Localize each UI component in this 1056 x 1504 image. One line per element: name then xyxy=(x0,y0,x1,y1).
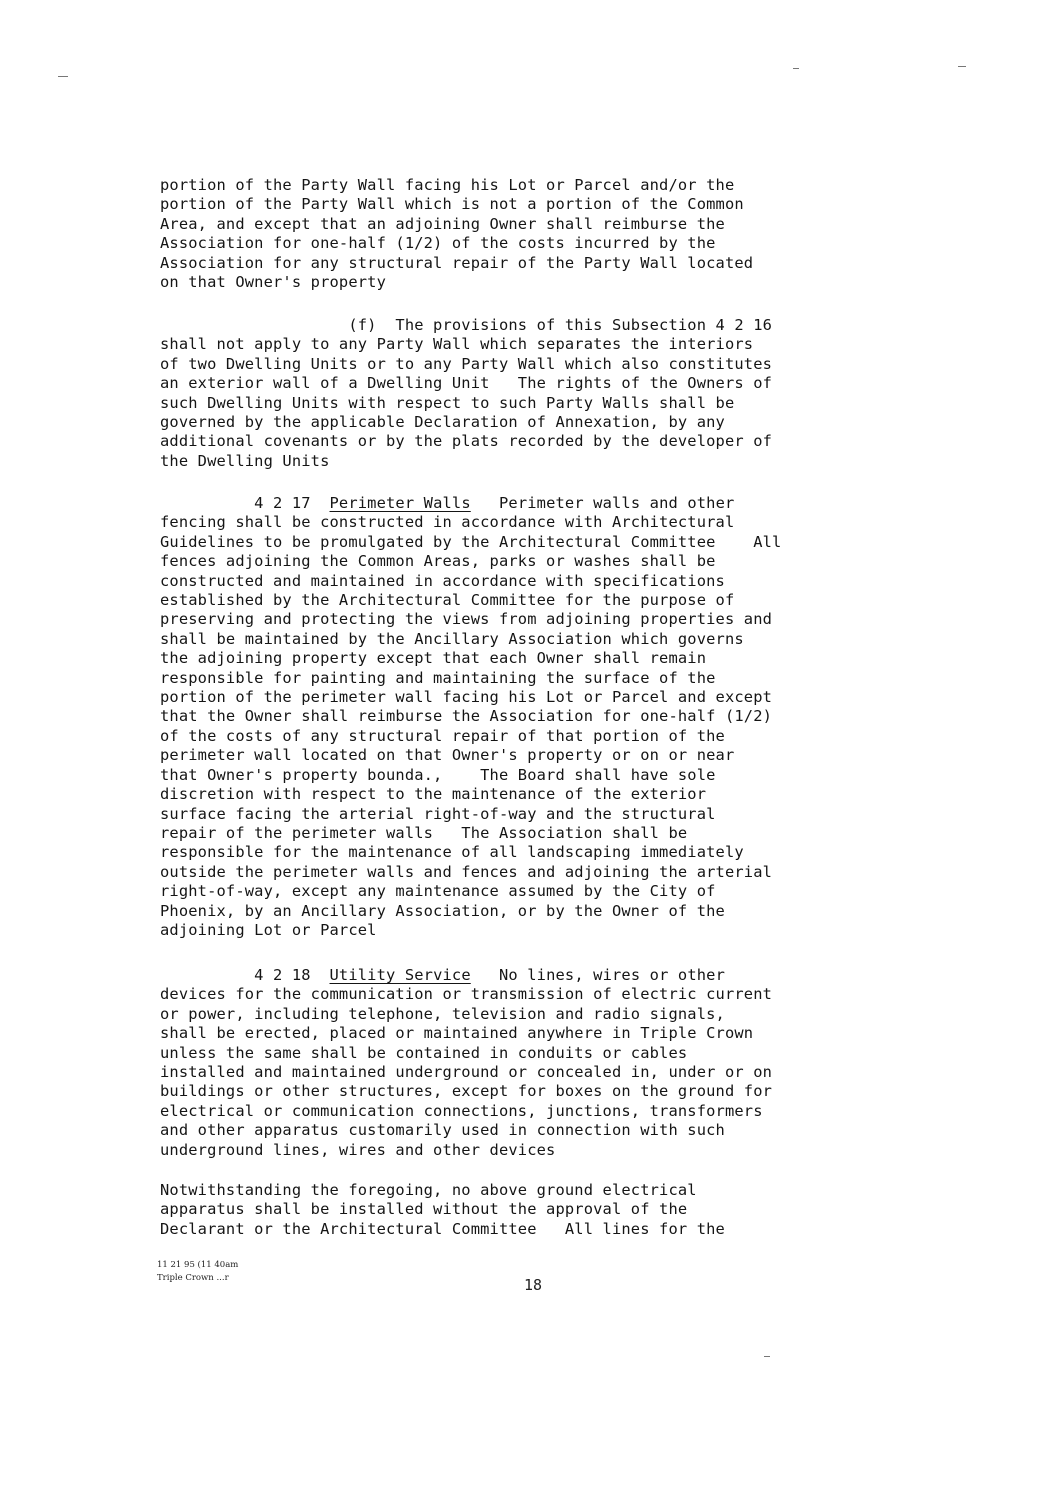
text-line: (f) The provisions of this Subsection 4 2 16 xyxy=(160,316,773,334)
text-line: shall be erected, placed or maintained anywhere in Triple Crown xyxy=(160,1024,754,1043)
text-line: adjoining Lot or Parcel xyxy=(160,920,377,939)
text-line: Phoenix, by an Ancillary Association, or by the Owner of the xyxy=(160,901,725,920)
text-line: responsible for painting and maintaining the surface of the xyxy=(160,668,716,687)
text-line: the adjoining property except that each Owner shall remain xyxy=(160,649,707,668)
section-number: 4 2 17 xyxy=(160,494,330,512)
text-line: fencing shall be constructed in accordance with Architectural xyxy=(160,513,735,532)
text-line: constructed and maintained in accordance with specifications xyxy=(160,571,725,590)
text-line: surface facing the arterial right-of-way and the structural xyxy=(160,804,716,823)
paragraph-party-wall-continuation xyxy=(160,176,940,292)
text-line: Notwithstanding the foregoing, no above ground electrical xyxy=(160,1181,697,1199)
section-heading-line xyxy=(160,494,940,513)
text-line: additional covenants or by the plats recorded by the developer of xyxy=(160,432,773,451)
text-line: unless the same shall be contained in conduits or cables xyxy=(160,1043,688,1062)
text-line: shall not apply to any Party Wall which separates the interiors xyxy=(160,335,754,354)
text-line: Association for any structural repair of the Party Wall located xyxy=(160,253,754,272)
text-line: installed and maintained underground or concealed in, under or on xyxy=(160,1063,773,1082)
section-4-2-17-perimeter-walls xyxy=(160,494,940,940)
text-line: responsible for the maintenance of all landscaping immediately xyxy=(160,843,744,862)
page-number: 18 xyxy=(524,1276,543,1294)
scan-speck xyxy=(58,76,68,77)
text-line: portion of the perimeter wall facing his Lot or Parcel and except xyxy=(160,688,773,707)
text-line: right-of-way, except any maintenance assumed by the City of xyxy=(160,882,716,901)
text-line: an exterior wall of a Dwelling Unit The rights of the Owners of xyxy=(160,374,773,393)
text-line: the Dwelling Units xyxy=(160,451,330,470)
text-line: perimeter wall located on that Owner's property or on or near xyxy=(160,746,735,765)
text-line: fences adjoining the Common Areas, parks or washes shall be xyxy=(160,552,716,571)
text-line: buildings or other structures, except for boxes on the ground for xyxy=(160,1082,773,1101)
text-line: outside the perimeter walls and fences and adjoining the arterial xyxy=(160,862,773,881)
section-first-line-text: No lines, wires or other xyxy=(470,966,725,984)
text-line: portion of the Party Wall which is not a portion of the Common xyxy=(160,195,744,214)
text-line: such Dwelling Units with respect to such Party Walls shall be xyxy=(160,393,735,412)
section-body xyxy=(160,513,940,940)
footer-stamp-filename: Triple Crown ...r xyxy=(157,1273,229,1283)
section-heading: Perimeter Walls xyxy=(329,494,471,512)
text-line: on that Owner's property xyxy=(160,273,386,292)
section-body xyxy=(160,985,940,1160)
text-line: that the Owner shall reimburse the Association for one-half (1/2) xyxy=(160,707,773,726)
text-line: portion of the Party Wall facing his Lot or Parcel and/or the xyxy=(160,176,735,194)
text-line: preserving and protecting the views from adjoining properties and xyxy=(160,610,773,629)
paragraph-subsection-f xyxy=(160,316,940,471)
text-line: Guidelines to be promulgated by the Architectural Committee All xyxy=(160,532,782,551)
section-number: 4 2 18 xyxy=(160,966,330,984)
text-line: that Owner's property bounda., The Board shall have sole xyxy=(160,765,716,784)
section-heading: Utility Service xyxy=(329,966,471,984)
text-line: apparatus shall be installed without the approval of the xyxy=(160,1200,688,1219)
scan-speck xyxy=(793,68,799,69)
text-line: discretion with respect to the maintenance of the exterior xyxy=(160,785,707,804)
text-line: of two Dwelling Units or to any Party Wall which also constitutes xyxy=(160,354,773,373)
text-line: Association for one-half (1/2) of the costs incurred by the xyxy=(160,234,716,253)
text-line: governed by the applicable Declaration of Annexation, by any xyxy=(160,413,725,432)
scan-speck xyxy=(958,66,966,67)
text-line: underground lines, wires and other devices xyxy=(160,1140,556,1159)
footer-date-stamp xyxy=(157,1259,238,1285)
scan-speck xyxy=(764,1356,770,1357)
text-line: repair of the perimeter walls The Association shall be xyxy=(160,823,688,842)
text-line: Area, and except that an adjoining Owner shall reimburse the xyxy=(160,214,725,233)
text-line: established by the Architectural Committee for the purpose of xyxy=(160,591,735,610)
text-line: Declarant or the Architectural Committee All lines for the xyxy=(160,1219,725,1238)
footer-stamp-date: 11 21 95 (11 40am xyxy=(157,1260,239,1270)
text-line: shall be maintained by the Ancillary Association which governs xyxy=(160,629,744,648)
section-first-line-text: Perimeter walls and other xyxy=(470,494,735,512)
text-line: or power, including telephone, television and radio signals, xyxy=(160,1004,725,1023)
section-4-2-18-utility-service xyxy=(160,966,940,1160)
text-line: of the costs of any structural repair of that portion of the xyxy=(160,726,725,745)
paragraph-notwithstanding xyxy=(160,1181,940,1239)
section-heading-line xyxy=(160,966,940,985)
text-line: electrical or communication connections, junctions, transformers xyxy=(160,1101,763,1120)
text-line: and other apparatus customarily used in connection with such xyxy=(160,1121,725,1140)
text-line: devices for the communication or transmission of electric current xyxy=(160,985,773,1004)
